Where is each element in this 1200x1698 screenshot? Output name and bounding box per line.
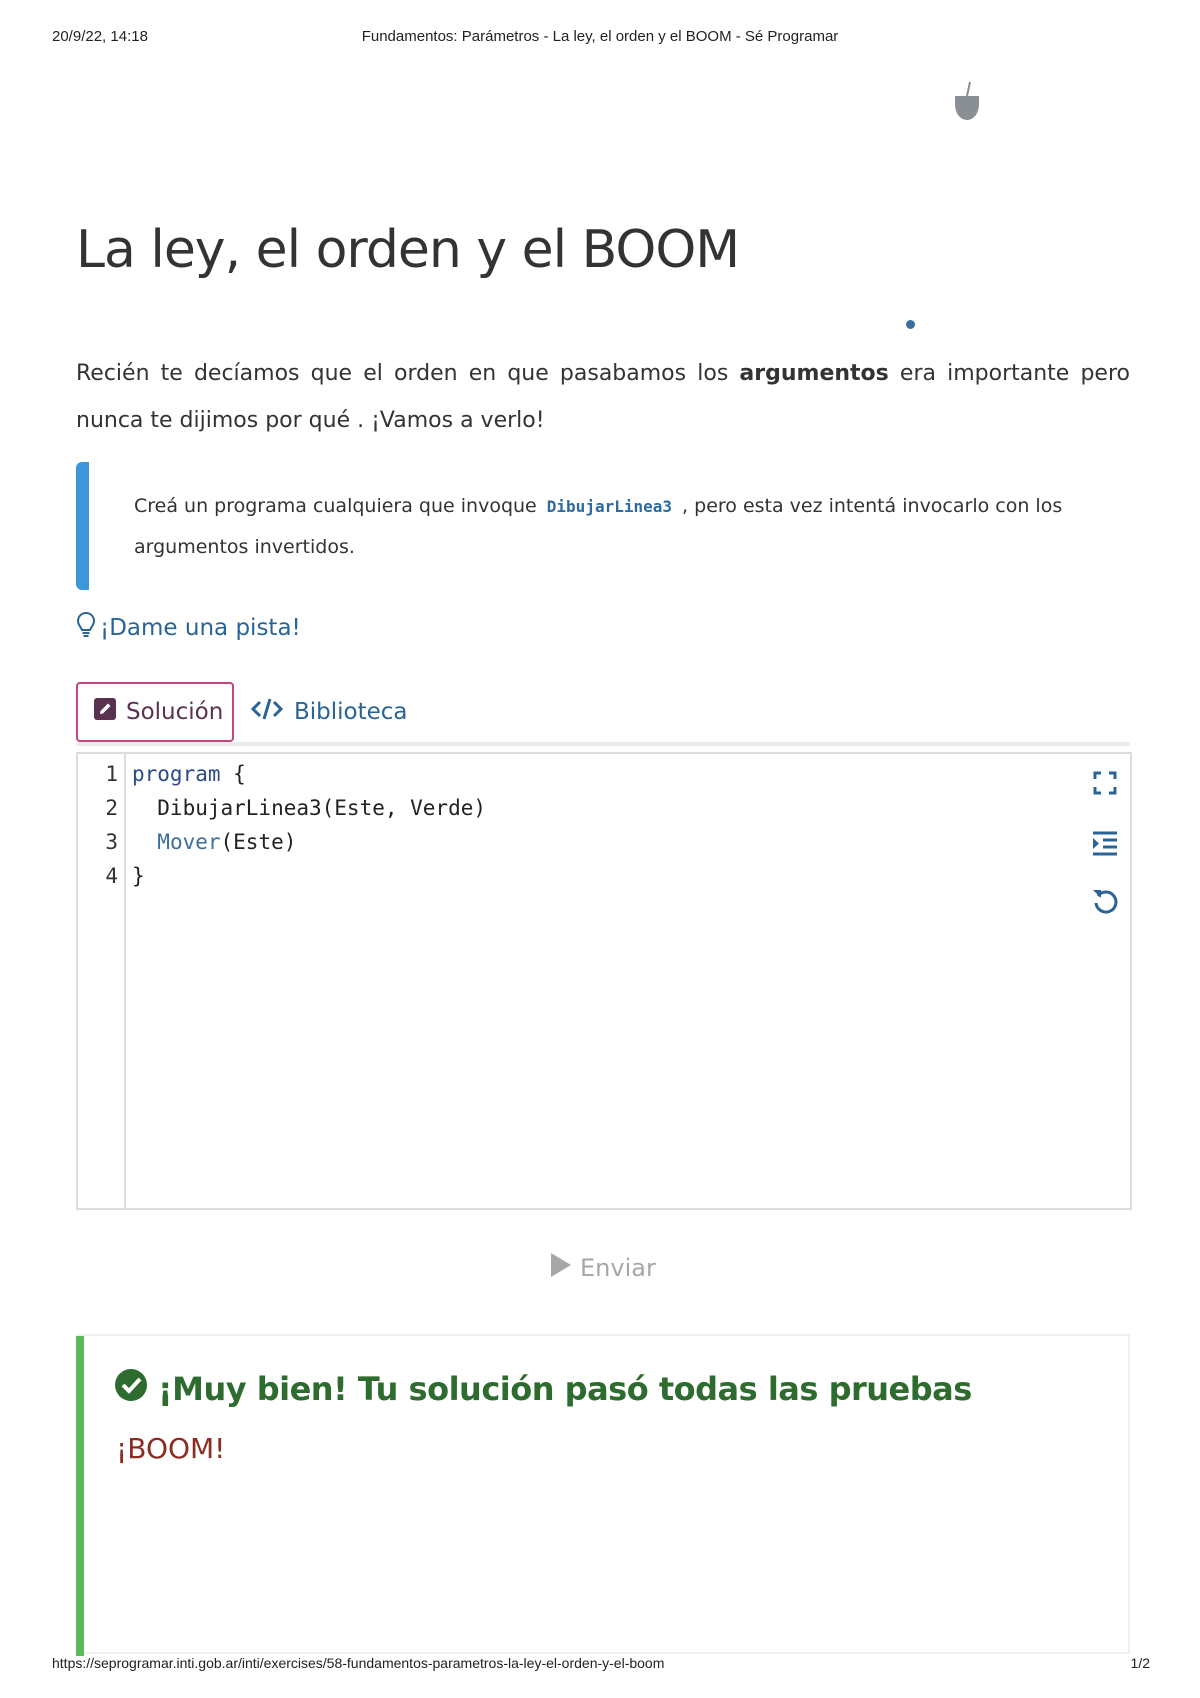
- code-keyword: program: [132, 762, 221, 786]
- fullscreen-icon[interactable]: [1090, 768, 1120, 798]
- code-editor[interactable]: [76, 752, 1132, 1210]
- code-indent: [132, 830, 157, 854]
- line-number: 2: [105, 796, 118, 820]
- print-header: [0, 28, 1200, 52]
- instruction-text-end: , pero esta vez intentá invocarlo con los argumentos invertidos.: [134, 495, 1063, 558]
- tab-biblioteca[interactable]: [250, 682, 408, 742]
- result-output: ¡BOOM!: [116, 1432, 226, 1465]
- line-number: 4: [105, 864, 118, 888]
- submit-button[interactable]: [550, 1250, 656, 1286]
- line-number: 3: [105, 830, 118, 854]
- code-line[interactable]: [132, 762, 246, 786]
- lightbulb-icon: [76, 611, 96, 645]
- result-panel: [76, 1334, 1130, 1654]
- print-url: https://seprogramar.inti.gob.ar/inti/exercises/58-fundamentos-parametros-la-ley-el-orden-y-el-boom: [52, 1655, 665, 1671]
- print-datetime: 20/9/22, 14:18: [52, 28, 148, 45]
- procedure-name-code: DibujarLinea3: [546, 497, 673, 516]
- mate-gourd-icon[interactable]: [950, 80, 984, 126]
- play-icon: [550, 1252, 572, 1284]
- code-icon: [250, 697, 284, 727]
- instruction-callout: [76, 462, 1130, 590]
- submit-label: Enviar: [580, 1254, 656, 1282]
- tab-biblioteca-label: Biblioteca: [294, 699, 408, 725]
- editor-tabs: [76, 682, 1130, 748]
- code-text: (Este): [220, 830, 297, 854]
- callout-accent-bar: [76, 462, 89, 590]
- tab-solucion-label: Solución: [126, 699, 224, 725]
- intro-text: Recién te decíamos que el orden en que pasabamos los: [76, 361, 740, 386]
- edit-icon: [94, 698, 116, 726]
- code-line[interactable]: }: [132, 864, 145, 888]
- page-title: La ley, el orden y el BOOM: [76, 220, 740, 280]
- tab-solucion[interactable]: [76, 682, 234, 742]
- instruction-text-start: Creá un programa cualquiera que invoque: [134, 495, 543, 517]
- code-builtin: Mover: [157, 830, 221, 854]
- code-line[interactable]: [132, 830, 296, 854]
- tabs-divider: [76, 742, 1130, 746]
- result-heading: [114, 1368, 972, 1410]
- code-line[interactable]: DibujarLinea3(Este, Verde): [132, 796, 487, 820]
- print-document-title: Fundamentos: Parámetros - La ley, el orden y el BOOM - Sé Programar: [361, 28, 839, 45]
- result-accent-bar: [76, 1336, 84, 1656]
- intro-text-continued: era importante pero nunca te dijimos por qué . ¡Vamos a verlo!: [76, 361, 1130, 433]
- indent-icon[interactable]: [1090, 828, 1120, 858]
- print-footer: [0, 1655, 1200, 1677]
- result-heading-text: ¡Muy bien! Tu solución pasó todas las pruebas: [158, 1370, 972, 1408]
- reset-icon[interactable]: [1090, 886, 1120, 916]
- code-text: {: [220, 762, 246, 786]
- editor-gutter: [78, 754, 126, 1208]
- intro-bold-term: argumentos: [739, 361, 889, 386]
- hint-link[interactable]: [76, 612, 301, 644]
- instruction-text: [134, 486, 1094, 567]
- decorative-dot: [906, 320, 915, 329]
- check-circle-icon: [114, 1368, 148, 1410]
- hint-label: ¡Dame una pista!: [100, 615, 301, 641]
- line-number: 1: [105, 762, 118, 786]
- print-page-number: 1/2: [1130, 1655, 1150, 1671]
- intro-paragraph: [76, 350, 1130, 444]
